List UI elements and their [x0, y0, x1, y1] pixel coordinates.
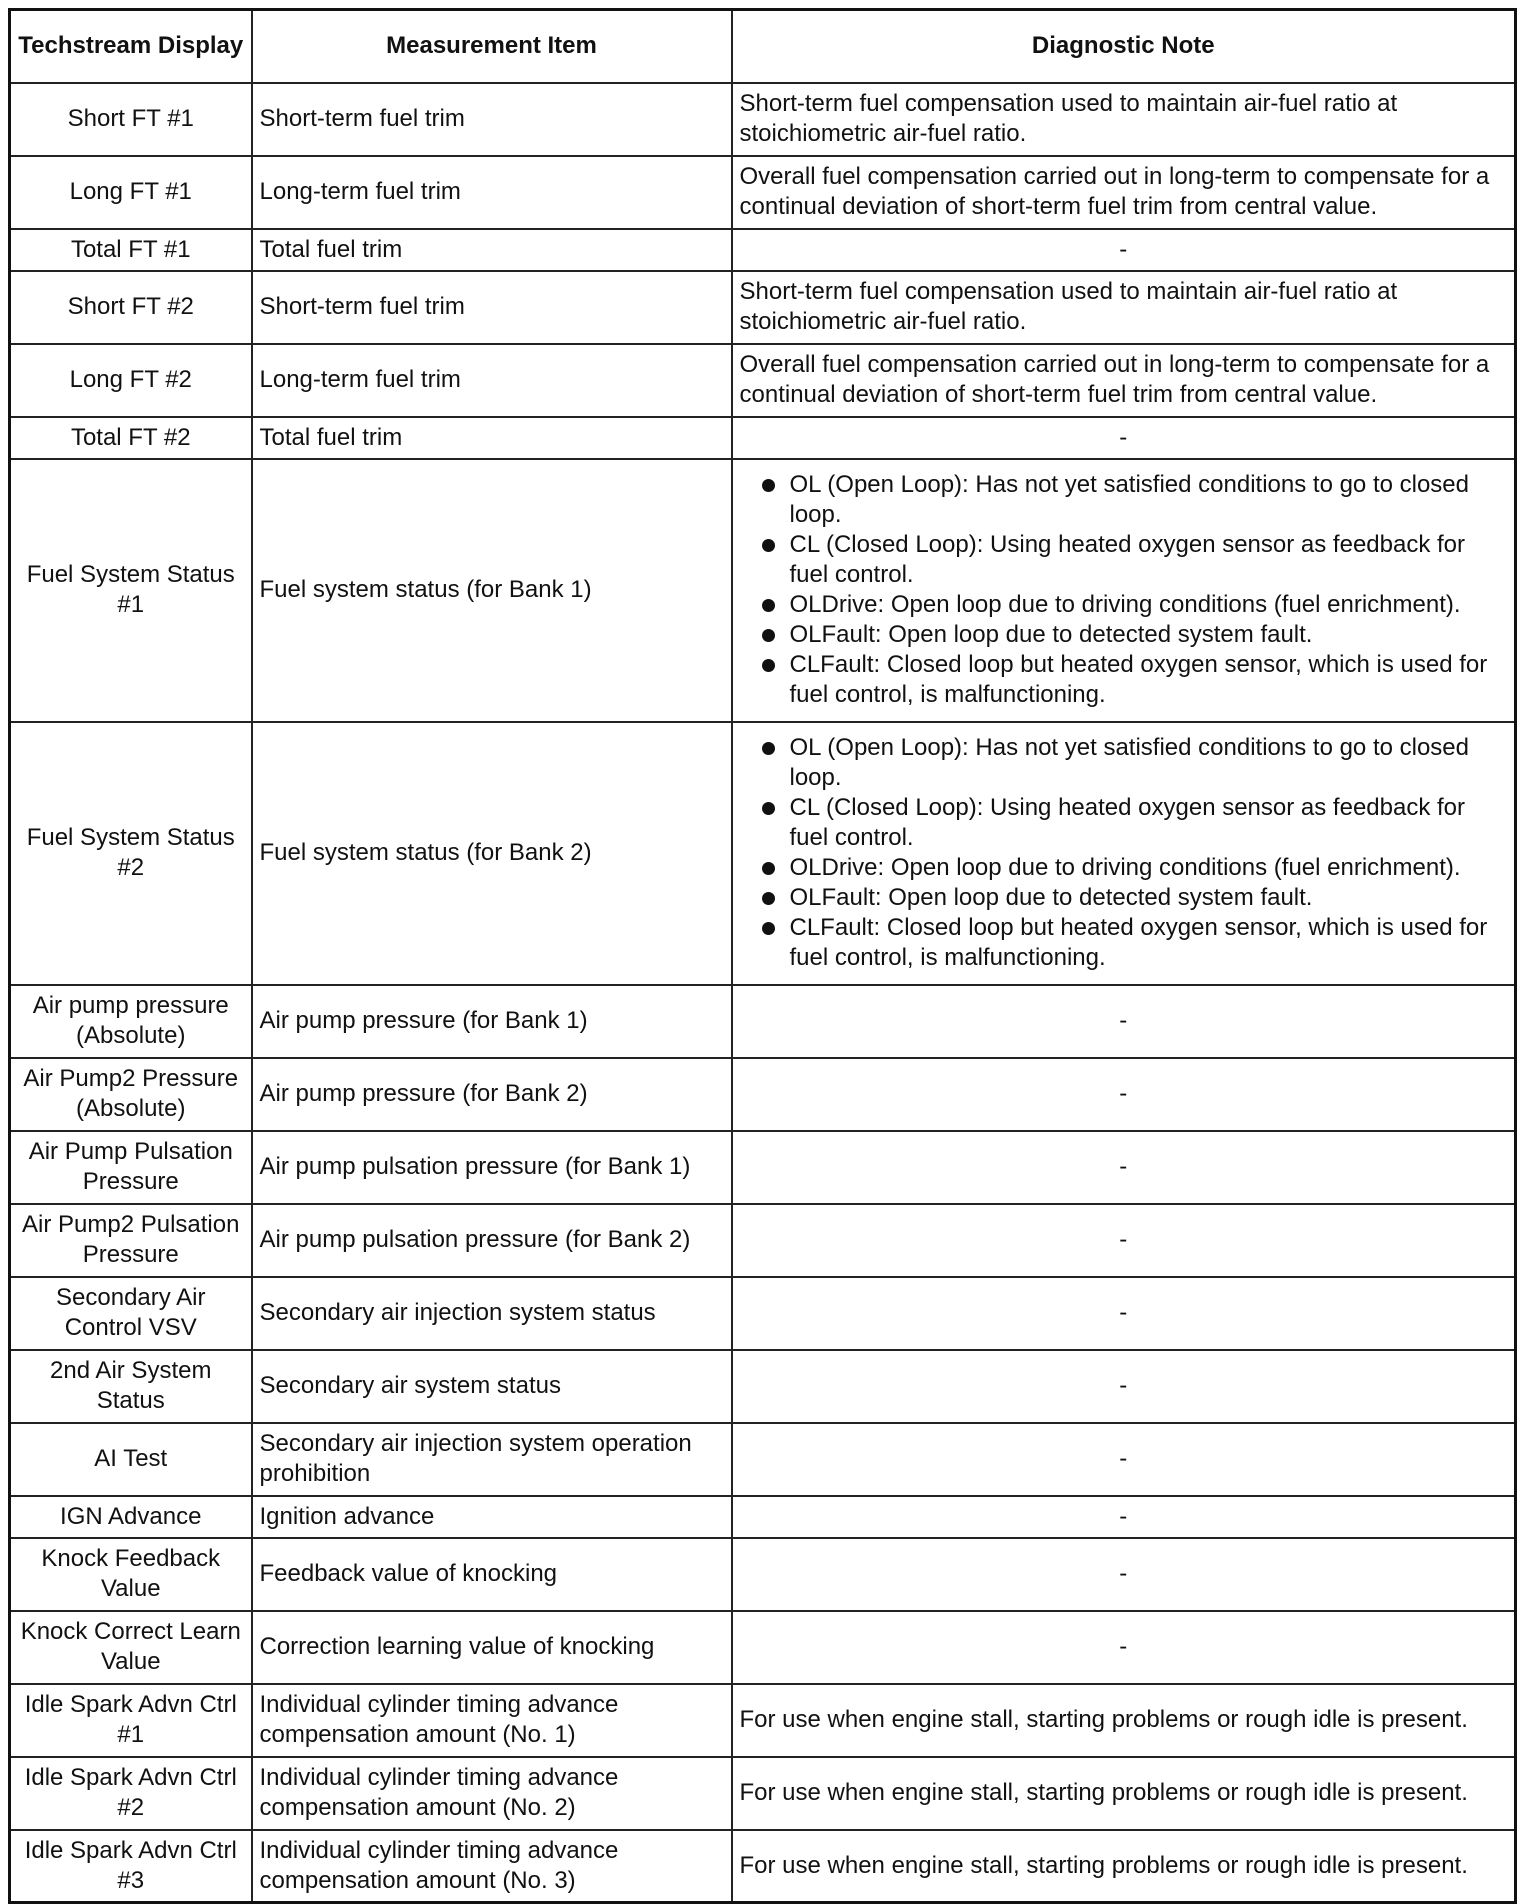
table-row	[10, 1423, 1516, 1496]
diagnostic-note-cell: -	[732, 1350, 1516, 1423]
table-row	[10, 1538, 1516, 1611]
table-row	[10, 985, 1516, 1058]
diagnostic-note-cell	[732, 722, 1516, 985]
table-row	[10, 271, 1516, 344]
document-page	[8, 8, 1514, 1904]
diagnostic-note-cell: Overall fuel compensation carried out in long-term to compensate for a continual deviation of short-term fuel trim from central value.	[732, 156, 1516, 229]
diagnostic-note-cell: Short-term fuel compensation used to maintain air-fuel ratio at stoichiometric air-fuel ratio.	[732, 271, 1516, 344]
table-row	[10, 156, 1516, 229]
diagnostic-note-cell: -	[732, 1496, 1516, 1538]
diagnostic-note-cell: -	[732, 1423, 1516, 1496]
techstream-display-cell: Air Pump2 Pulsation Pressure	[10, 1204, 252, 1277]
measurement-item-cell: Individual cylinder timing advance compensation amount (No. 2)	[252, 1757, 732, 1830]
diagnostic-note-cell: For use when engine stall, starting problems or rough idle is present.	[732, 1830, 1516, 1903]
techstream-display-cell: Short FT #1	[10, 83, 252, 156]
status-bullet-list	[740, 470, 1508, 710]
measurement-item-cell: Total fuel trim	[252, 417, 732, 459]
diagnostic-note-cell: -	[732, 1611, 1516, 1684]
diagnostic-note-cell: -	[732, 229, 1516, 271]
techstream-display-cell: Air Pump Pulsation Pressure	[10, 1131, 252, 1204]
measurement-item-cell: Long-term fuel trim	[252, 156, 732, 229]
techstream-display-cell: Fuel System Status #1	[10, 459, 252, 722]
table-row	[10, 1757, 1516, 1830]
techstream-display-cell: Total FT #2	[10, 417, 252, 459]
measurement-item-cell: Secondary air injection system operation prohibition	[252, 1423, 732, 1496]
techstream-display-cell: AI Test	[10, 1423, 252, 1496]
diagnostic-note-cell	[732, 459, 1516, 722]
diagnostic-note-cell: Overall fuel compensation carried out in long-term to compensate for a continual deviation of short-term fuel trim from central value.	[732, 344, 1516, 417]
measurement-item-cell: Secondary air injection system status	[252, 1277, 732, 1350]
table-row	[10, 83, 1516, 156]
measurement-item-cell: Air pump pressure (for Bank 1)	[252, 985, 732, 1058]
bullet-list-item: CL (Closed Loop): Using heated oxygen sensor as feedback for fuel control.	[760, 530, 1508, 590]
table-row	[10, 1131, 1516, 1204]
diagnostic-note-cell: -	[732, 1058, 1516, 1131]
table-row	[10, 459, 1516, 722]
techstream-display-cell: Fuel System Status #2	[10, 722, 252, 985]
diagnostic-note-cell: -	[732, 417, 1516, 459]
measurement-item-cell: Short-term fuel trim	[252, 271, 732, 344]
table-row	[10, 1350, 1516, 1423]
table-row	[10, 722, 1516, 985]
measurement-item-cell: Secondary air system status	[252, 1350, 732, 1423]
header-techstream-display: Techstream Display	[10, 10, 252, 83]
techstream-display-cell: Total FT #1	[10, 229, 252, 271]
measurement-item-cell: Air pump pulsation pressure (for Bank 1)	[252, 1131, 732, 1204]
table-row	[10, 229, 1516, 271]
table-row	[10, 1830, 1516, 1903]
table-row	[10, 1496, 1516, 1538]
status-bullet-list	[740, 733, 1508, 973]
techstream-display-cell: IGN Advance	[10, 1496, 252, 1538]
measurement-item-cell: Fuel system status (for Bank 1)	[252, 459, 732, 722]
diagnostic-note-cell: -	[732, 1277, 1516, 1350]
measurement-item-cell: Fuel system status (for Bank 2)	[252, 722, 732, 985]
techstream-display-cell: Long FT #1	[10, 156, 252, 229]
table-row	[10, 1058, 1516, 1131]
measurement-item-cell: Feedback value of knocking	[252, 1538, 732, 1611]
diagnostic-note-cell: -	[732, 1538, 1516, 1611]
measurement-item-cell: Short-term fuel trim	[252, 83, 732, 156]
bullet-list-item: OLFault: Open loop due to detected system fault.	[760, 883, 1508, 913]
measurement-item-cell: Long-term fuel trim	[252, 344, 732, 417]
measurement-item-cell: Total fuel trim	[252, 229, 732, 271]
header-row	[10, 10, 1516, 83]
table-row	[10, 1684, 1516, 1757]
diagnostic-note-cell: For use when engine stall, starting problems or rough idle is present.	[732, 1684, 1516, 1757]
table-row	[10, 344, 1516, 417]
bullet-list-item: CLFault: Closed loop but heated oxygen sensor, which is used for fuel control, is malfunctioning.	[760, 650, 1508, 710]
bullet-list-item: CLFault: Closed loop but heated oxygen sensor, which is used for fuel control, is malfunctioning.	[760, 913, 1508, 973]
bullet-list-item: CL (Closed Loop): Using heated oxygen sensor as feedback for fuel control.	[760, 793, 1508, 853]
bullet-list-item: OL (Open Loop): Has not yet satisfied conditions to go to closed loop.	[760, 733, 1508, 793]
diagnostic-note-cell: Short-term fuel compensation used to maintain air-fuel ratio at stoichiometric air-fuel ratio.	[732, 83, 1516, 156]
bullet-list-item: OL (Open Loop): Has not yet satisfied conditions to go to closed loop.	[760, 470, 1508, 530]
table-row	[10, 1204, 1516, 1277]
bullet-list-item: OLDrive: Open loop due to driving conditions (fuel enrichment).	[760, 590, 1508, 620]
diagnostic-note-cell: -	[732, 1131, 1516, 1204]
diagnostic-note-cell: -	[732, 1204, 1516, 1277]
measurement-item-cell: Individual cylinder timing advance compensation amount (No. 3)	[252, 1830, 732, 1903]
measurement-item-cell: Air pump pressure (for Bank 2)	[252, 1058, 732, 1131]
measurement-item-cell: Individual cylinder timing advance compensation amount (No. 1)	[252, 1684, 732, 1757]
table-row	[10, 1277, 1516, 1350]
techstream-display-cell: Knock Correct Learn Value	[10, 1611, 252, 1684]
header-diagnostic-note: Diagnostic Note	[732, 10, 1516, 83]
data-list-table	[8, 8, 1517, 1904]
measurement-item-cell: Air pump pulsation pressure (for Bank 2)	[252, 1204, 732, 1277]
measurement-item-cell: Ignition advance	[252, 1496, 732, 1538]
techstream-display-cell: Air Pump2 Pressure (Absolute)	[10, 1058, 252, 1131]
techstream-display-cell: Long FT #2	[10, 344, 252, 417]
table-row	[10, 1611, 1516, 1684]
diagnostic-note-cell: -	[732, 985, 1516, 1058]
techstream-display-cell: 2nd Air System Status	[10, 1350, 252, 1423]
bullet-list-item: OLDrive: Open loop due to driving conditions (fuel enrichment).	[760, 853, 1508, 883]
bullet-list-item: OLFault: Open loop due to detected system fault.	[760, 620, 1508, 650]
techstream-display-cell: Secondary Air Control VSV	[10, 1277, 252, 1350]
measurement-item-cell: Correction learning value of knocking	[252, 1611, 732, 1684]
table-row	[10, 417, 1516, 459]
techstream-display-cell: Idle Spark Advn Ctrl #2	[10, 1757, 252, 1830]
techstream-display-cell: Idle Spark Advn Ctrl #1	[10, 1684, 252, 1757]
techstream-display-cell: Idle Spark Advn Ctrl #3	[10, 1830, 252, 1903]
techstream-display-cell: Air pump pressure (Absolute)	[10, 985, 252, 1058]
diagnostic-note-cell: For use when engine stall, starting problems or rough idle is present.	[732, 1757, 1516, 1830]
techstream-display-cell: Knock Feedback Value	[10, 1538, 252, 1611]
techstream-display-cell: Short FT #2	[10, 271, 252, 344]
header-measurement-item: Measurement Item	[252, 10, 732, 83]
table-body	[10, 83, 1516, 1903]
